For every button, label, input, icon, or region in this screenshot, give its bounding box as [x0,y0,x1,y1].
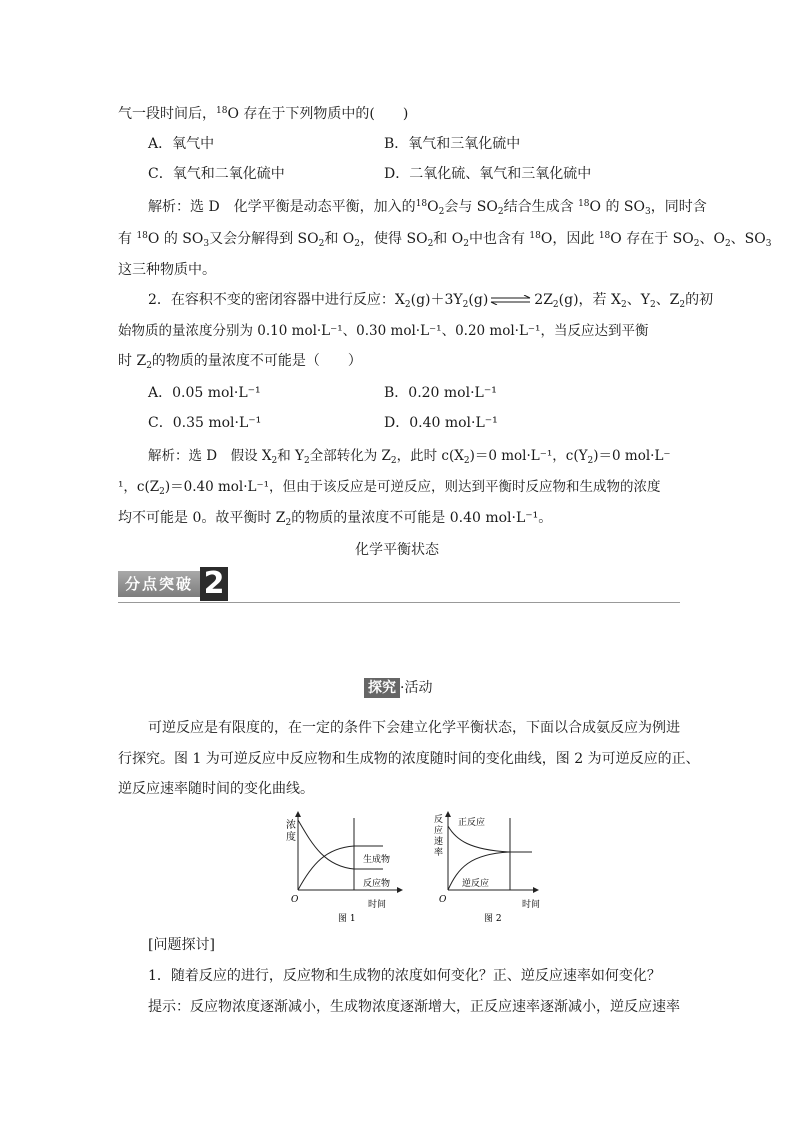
fig1-caption: 图 1 [338,914,356,924]
fig2-ylabel-3: 速 [434,837,444,847]
q1-analysis-line1: 解析：选 D 化学平衡是动态平衡，加入的$^{18}O_2$会与 $SO_2$结合生成含 $^{18}$O 的 $SO_3$，同时含 [148,199,707,217]
intro-line2: 行探究。图 1 为可逆反应中反应物和生成物的浓度随时间的变化曲线，图 2 为可逆反应的正、 [118,751,700,767]
section-banner [118,567,230,601]
q2-analysis-line3: 均不可能是 0。故平衡时 $Z_2$的物质的量浓度不可能是 0.40 mol·L⁻¹。 [118,510,553,528]
discussion-question-1: 1．随着反应的进行，反应物和生成物的浓度如何变化？正、逆反应速率如何变化？ [148,968,661,984]
figure-1 [278,808,408,928]
intro-line3: 逆反应速率随时间的变化曲线。 [118,781,314,797]
equilibrium-arrow [490,295,532,305]
q2-option-b: B．0.20 mol·L⁻¹ [384,385,497,401]
fig1-xlabel: 时间 [368,900,387,910]
q2-stem-line3: 时 $Z_2$的物质的量浓度不可能是（ ） [118,353,362,371]
banner-number: 2 [200,567,228,601]
intro-line1: 可逆反应是有限度的，在一定的条件下会建立化学平衡状态，下面以合成氨反应为例进 [148,720,680,736]
fig2-ylabel-2: 应 [434,826,444,836]
fig2-xlabel: 时间 [522,900,541,910]
q1-option-b: B．氧气和三氧化硫中 [384,136,521,152]
discussion-hint: 提示：反应物浓度逐渐减小，生成物浓度逐渐增大，正反应速率逐渐减小，逆反应速率 [148,999,680,1015]
q2-analysis-line2: ¹，$c(Z_2)=0.40$ mol·L⁻¹，但由于该反应是可逆反应，则达到平衡时反应物和生成物的浓度 [118,479,661,497]
q1-option-c: C．氧气和二氧化硫中 [148,166,285,182]
q1-analysis-line3: 这三种物质中。 [118,262,216,278]
q2-analysis-line1: 解析：选 D 假设 $X_2$和 $Y_2$全部转化为 $Z_2$，此时 $c(X_2)=0$ mol·L⁻¹，$c(Y_2)=0$ mol·L⁻ [148,448,671,466]
activity-label: ·活动 [400,680,433,696]
fig2-forward-label: 正反应 [458,818,486,828]
fig2-forward-curve [448,826,532,852]
banner-label: 分点突破 [118,571,200,597]
fig1-ylabel-1: 浓 [286,820,296,831]
q2-option-d: D．0.40 mol·L⁻¹ [384,415,498,431]
fig1-ylabel-2: 度 [286,832,296,843]
discussion-header: [问题探讨] [148,937,215,953]
q2-option-c: C．0.35 mol·L⁻¹ [148,415,262,431]
fig2-ylabel-4: 率 [434,848,444,858]
section-title: 化学平衡状态 [355,542,439,558]
fig1-origin: O [291,895,299,905]
fig2-ylabel-1: 反 [434,815,444,825]
fig1-reactant-label: 反应物 [363,879,391,889]
q1-analysis-line2: 有 $^{18}$O 的 $SO_3$又会分解得到 $SO_2$和 $O_2$，使得 $SO_2$和 $O_2$中也含有 $^{18}$O，因此 $^{18}$O 存在于 $SO_2$、$O_2$、$SO_3$ [118,231,772,249]
q1-option-d: D．二氧化硫、氧气和三氧化硫中 [384,166,592,182]
fig2-origin: O [439,895,447,905]
q1-option-a: A．氧气中 [148,136,215,152]
activity-heading [364,678,432,698]
q2-stem-line1: 2．在容积不变的密闭容器中进行反应：$X_2(g)+3Y_2(g)$ $2Z_2(g)$，若 $X_2$、$Y_2$、$Z_2$的初 [148,292,714,310]
figure-2 [430,808,560,928]
section-divider [118,602,680,603]
q2-option-a: A．0.05 mol·L⁻¹ [148,385,261,401]
q1-stem: 气一段时间后，$^{18}$O 存在于下列物质中的( ) [118,106,409,122]
fig2-caption: 图 2 [484,914,502,924]
q2-stem-line2: 始物质的量浓度分别为 0.10 mol·L⁻¹、0.30 mol·L⁻¹、0.20 mol·L⁻¹，当反应达到平衡 [118,323,649,339]
fig2-reverse-label: 逆反应 [462,879,490,889]
activity-box: 探究 [364,678,400,698]
fig1-product-label: 生成物 [363,855,391,865]
